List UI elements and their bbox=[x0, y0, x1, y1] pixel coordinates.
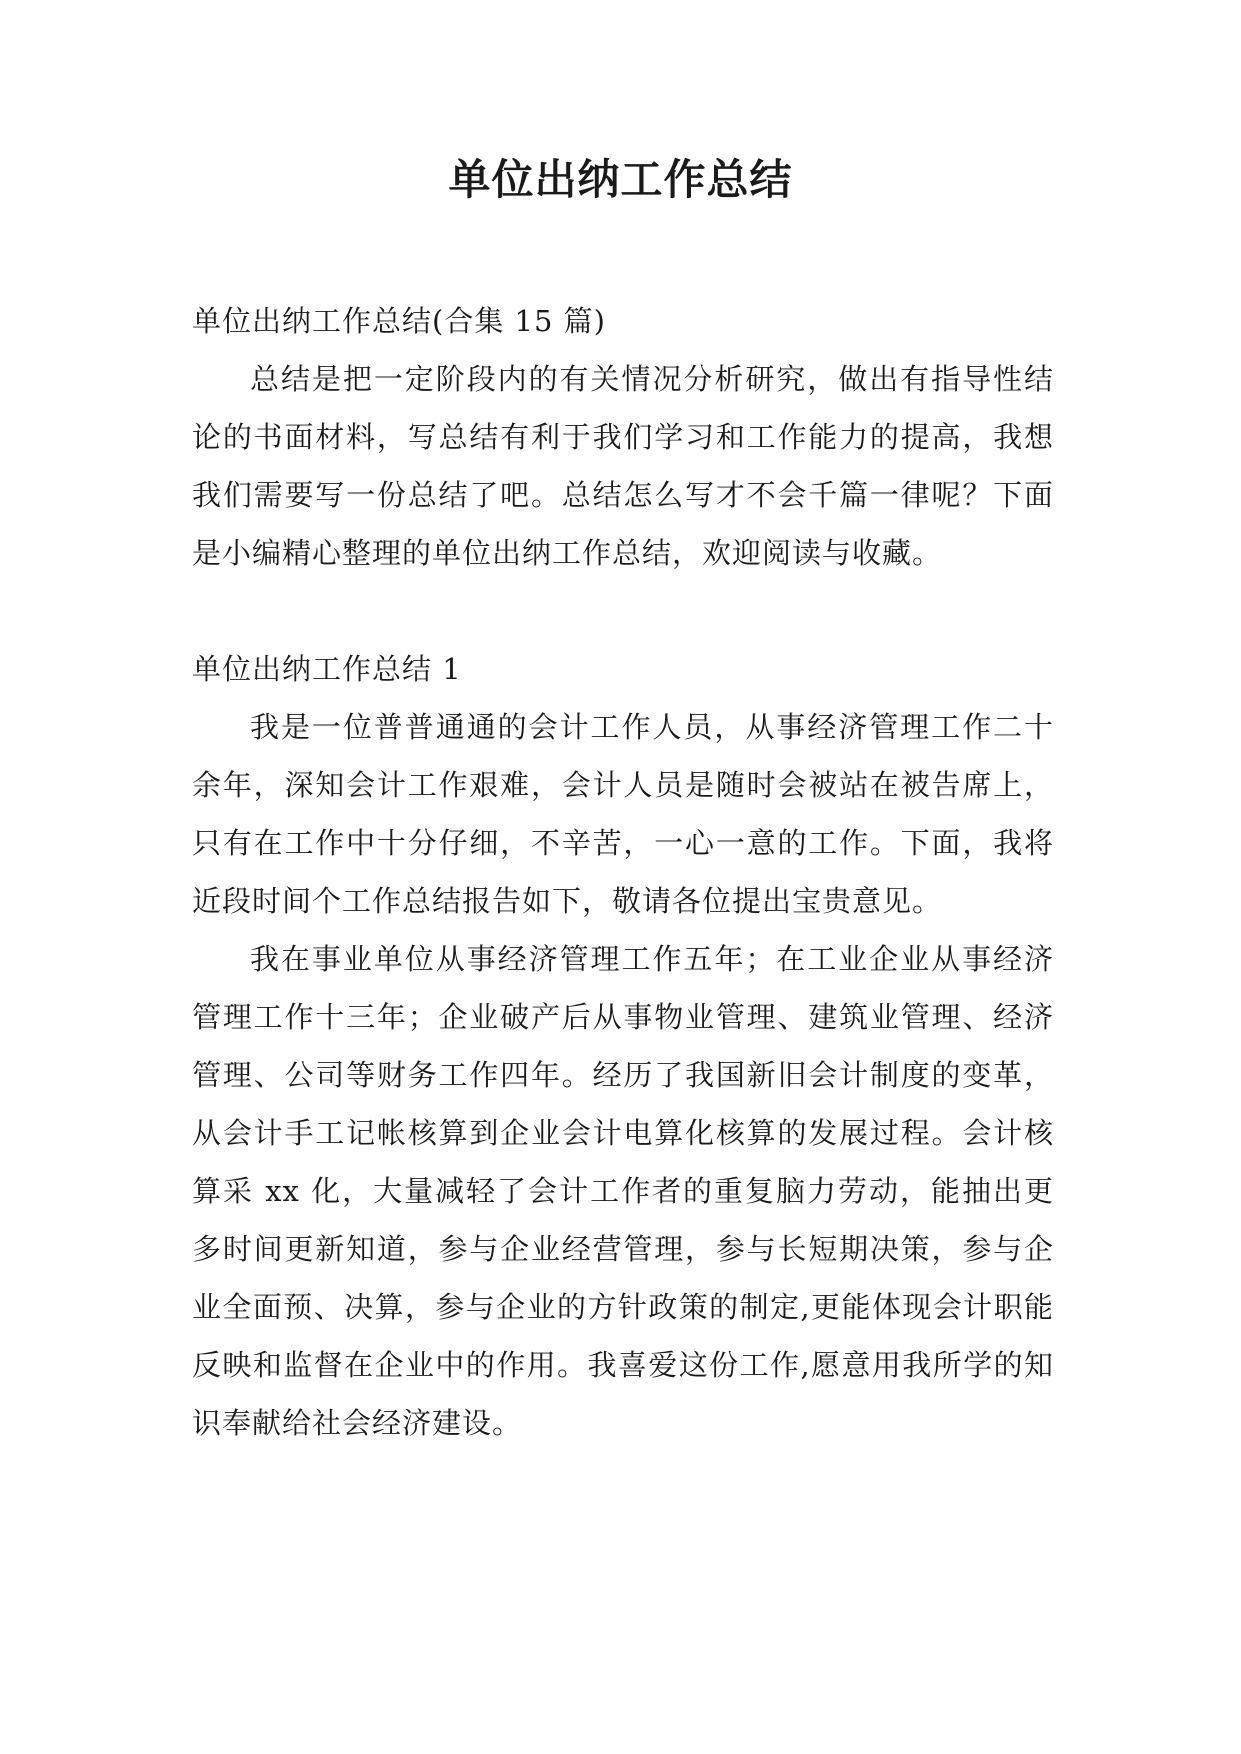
intro-paragraph: 总结是把一定阶段内的有关情况分析研究，做出有指导性结论的书面材料，写总结有利于我们学习和工作能力的提高，我想我们需要写一份总结了吧。总结怎么写才不会千篇一律呢？下面是小编精心整理的单位出纳工作总结，欢迎阅读与收藏。 bbox=[192, 362, 1054, 570]
collection-subtitle: 单位出纳工作总结(合集 15 篇) bbox=[192, 304, 606, 338]
section-paragraph-2: 我在事业单位从事经济管理工作五年；在工业企业从事经济管理工作十三年；企业破产后从事物业管理、建筑业管理、经济管理、公司等财务工作四年。经历了我国新旧会计制度的变革，从会计手工记帐核算到企业会计电算化核算的发展过程。会计核算采 xx 化，大量减轻了会计工作者的重复脑力劳动，能抽出更多时间更新知道，参与企业经营管理，参与长短期决策，参与企业全面预、决算，参与企业的方针政策的制定,更能体现会计职能反映和监督在企业中的作用。我喜爱这份工作,愿意用我所学的知识奉献给社会经济建设。 bbox=[192, 942, 1054, 1440]
document-body bbox=[192, 292, 1054, 1452]
section-spacer bbox=[192, 582, 1054, 640]
section-heading: 单位出纳工作总结 1 bbox=[192, 652, 462, 686]
section-paragraph-1: 我是一位普普通通的会计工作人员，从事经济管理工作二十余年，深知会计工作艰难，会计人员是随时会被站在被告席上，只有在工作中十分仔细，不辛苦，一心一意的工作。下面，我将近段时间个工作总结报告如下，敬请各位提出宝贵意见。 bbox=[192, 710, 1054, 918]
document-title: 单位出纳工作总结 bbox=[448, 155, 793, 204]
